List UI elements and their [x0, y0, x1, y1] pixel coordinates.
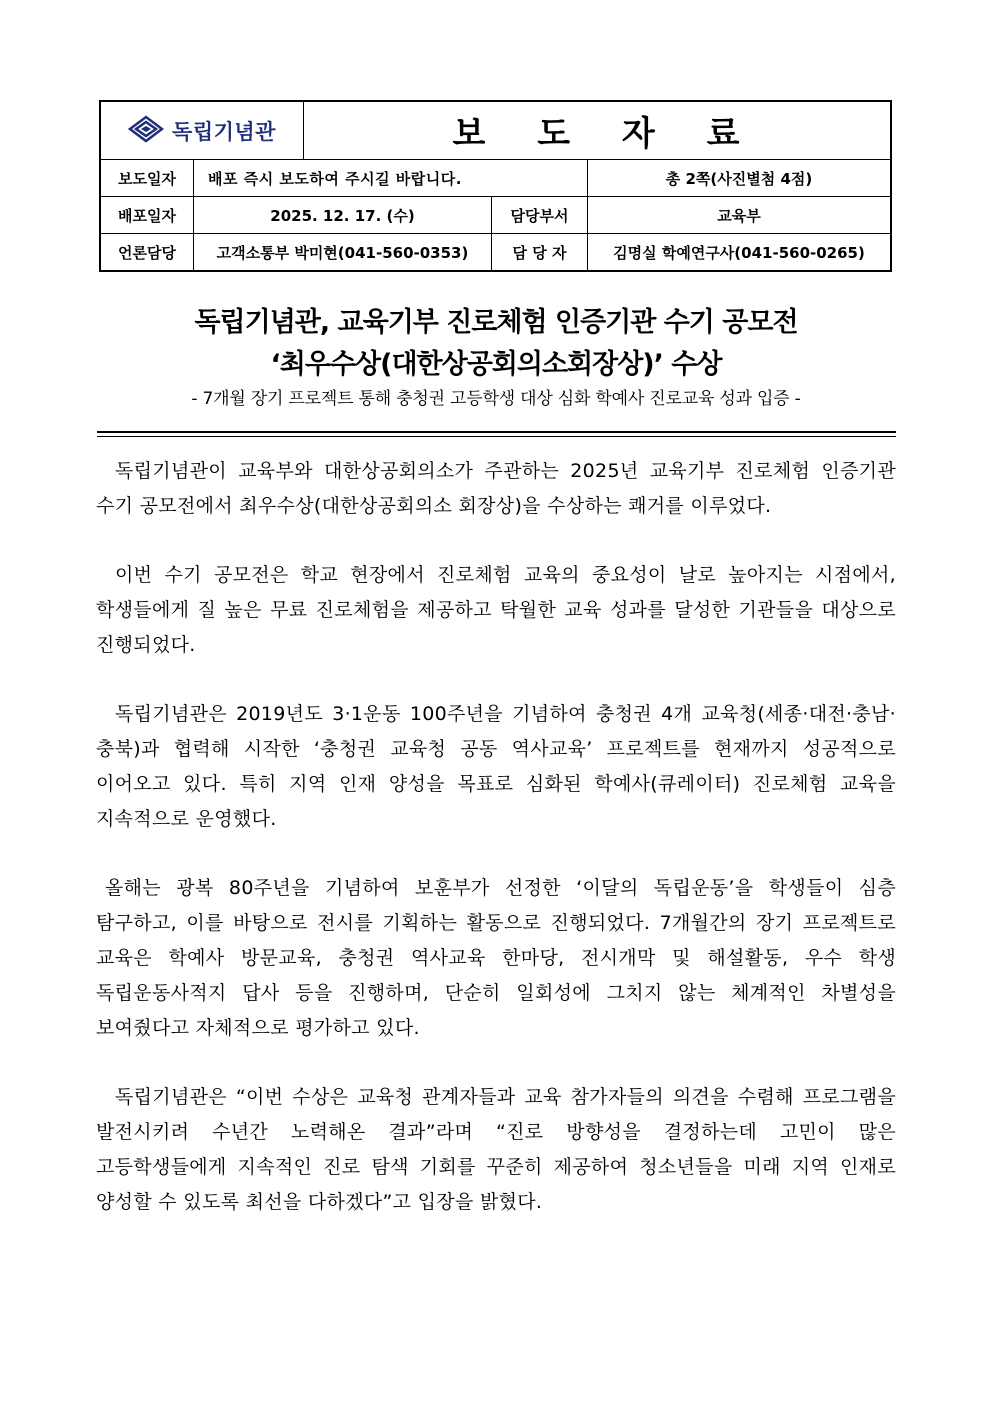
press-contact: 고객소통부 박미현(041-560-0353): [193, 234, 491, 270]
distribution-date: 2025. 12. 17. (수): [193, 197, 491, 233]
body-paragraph: 독립기념관은 “이번 수상은 교육청 관계자들과 교육 참가자들의 의견을 수렴해 프로그램을 발전시키려 수년간 노력해온 결과”라며 “진로 방향성을 결정하는데 고민이 많은 고등학생들에게 지속적인 진로 탐색 기회를 꾸준히 제공하여 청소년들을 미래 지역 인재로 양성할 수 있도록 최선을 다하겠다”고 입장을 밝혔다.: [96, 1086, 896, 1213]
header-title-row: [101, 102, 890, 159]
body-paragraph: 올해는 광복 80주년을 기념하여 보훈부가 선정한 ‘이달의 독립운동’을 학생들이 심층 탐구하고, 이를 바탕으로 전시를 기획하는 활동으로 진행되었다. 7개월간의 장기 프로젝트로 교육은 학예사 방문교육, 충청권 역사교육 한마당, 전시개막 및 해설활동, 우수 학생 독립운동사적지 답사 등을 진행하며, 단순히 일회성에 그치지 않는 체계적인 차별성을 보여줬다고 자체적으로 평가하고 있다.: [96, 877, 896, 1039]
header-row-contacts: [101, 233, 890, 270]
article-body: [96, 454, 896, 1254]
dept-value: 교육부: [587, 197, 890, 233]
header-row-distribution: [101, 196, 890, 233]
headline-line-2: ‘최우수상(대한상공회의소회장상)’ 수상: [270, 349, 722, 380]
row-label: 배포일자: [118, 206, 176, 225]
page-count: 총 2쪽(사진별첨 4점): [587, 160, 890, 196]
staff-contact: 김명실 학예연구사(041-560-0265): [587, 234, 890, 270]
sub-headline: - 7개월 장기 프로젝트 통해 충청권 고등학생 대상 심화 학예사 진로교육 성과 입증 -: [191, 389, 801, 409]
headline-line-1: 독립기념관, 교육기부 진로체험 인증기관 수기 공모전: [194, 307, 798, 338]
row-label: 언론담당: [118, 243, 176, 262]
row-label: 보도일자: [118, 169, 176, 188]
header-row-release-date: [101, 159, 890, 196]
doc-type-title: 보 도 자 료: [303, 102, 890, 159]
divider-thick: [97, 431, 896, 433]
body-paragraph: 이번 수기 공모전은 학교 현장에서 진로체험 교육의 중요성이 날로 높아지는 시점에서, 학생들에게 질 높은 무료 진로체험을 제공하고 탁월한 교육 성과를 달성한 기관들을 대상으로 진행되었다.: [96, 564, 896, 656]
org-logo: [101, 102, 303, 159]
body-paragraph: 독립기념관이 교육부와 대한상공회의소가 주관하는 2025년 교육기부 진로체험 인증기관 수기 공모전에서 최우수상(대한상공회의소 회장상)을 수상하는 쾌거를 이루었다.: [96, 460, 896, 517]
independence-hall-emblem-icon: [128, 115, 164, 147]
divider-thin: [97, 436, 896, 437]
staff-label: 담 당 자: [491, 234, 587, 270]
body-paragraph: 독립기념관은 2019년도 3·1운동 100주년을 기념하여 충청권 4개 교육청(세종·대전·충남·충북)과 협력해 시작한 ‘충청권 교육청 공동 역사교육’ 프로젝트를 현재까지 성공적으로 이어오고 있다. 특히 지역 인재 양성을 목표로 심화된 학예사(큐레이터) 진로체험 교육을 지속적으로 운영했다.: [96, 703, 896, 830]
dept-label: 담당부서: [491, 197, 587, 233]
release-instruction: 배포 즉시 보도하여 주시길 바랍니다.: [193, 160, 587, 196]
org-name: 독립기념관: [172, 119, 276, 144]
press-release-header: [99, 100, 892, 272]
